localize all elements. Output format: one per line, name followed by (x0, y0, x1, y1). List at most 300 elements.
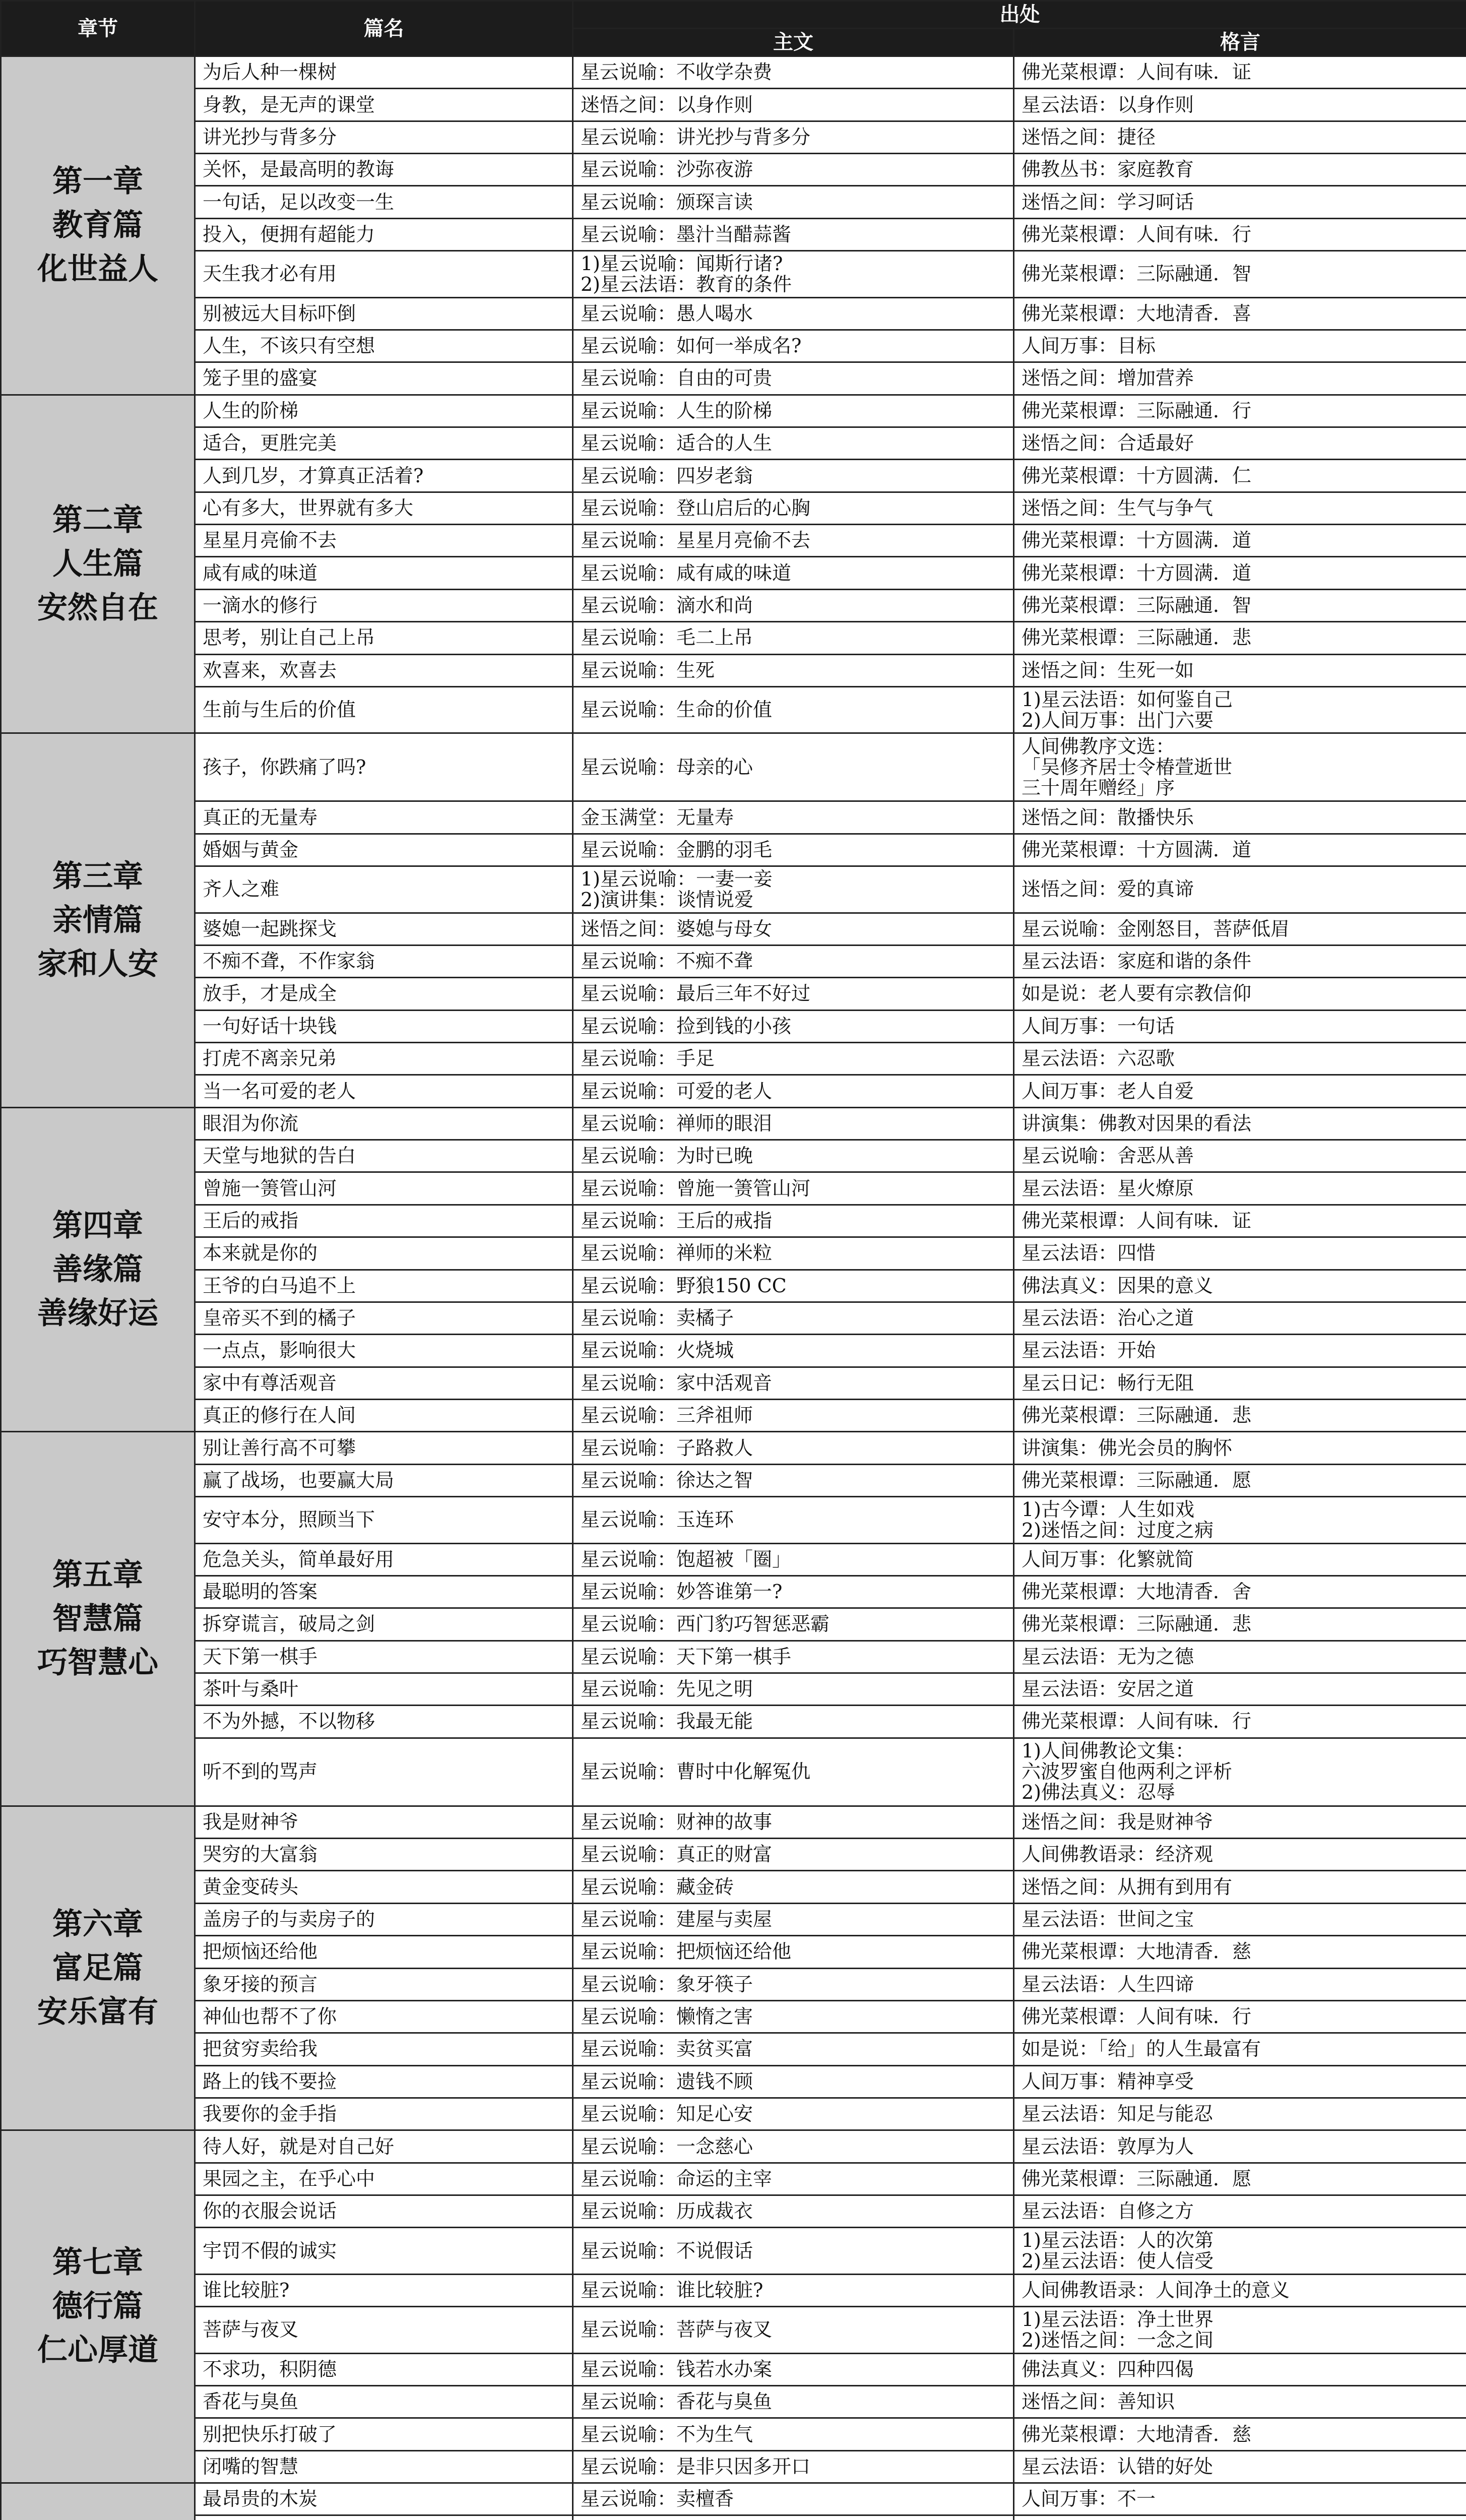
source-motto: 星云日记：畅行无阻 (1014, 1367, 1466, 1399)
source-main: 星云说喻：卖贫买富 (573, 2033, 1014, 2065)
article-title (195, 2515, 573, 2520)
table-row (1, 395, 1466, 427)
chapter-label: 第四章 善缘篇 善缘好运 (1, 1107, 195, 1432)
table-row (1, 2418, 1466, 2450)
source-motto: 迷悟之间：我是财神爷 (1014, 1806, 1466, 1838)
article-title: 盖房子的与卖房子的 (195, 1903, 573, 1935)
article-title: 生前与生后的价值 (195, 686, 573, 733)
table-row (1, 2130, 1466, 2163)
table-row (1, 362, 1466, 395)
source-main: 星云说喻：我最无能 (573, 1706, 1014, 1738)
source-motto: 星云法语：六忍歌 (1014, 1043, 1466, 1075)
table-row (1, 460, 1466, 492)
source-motto: 迷悟之间：爱的真谛 (1014, 866, 1466, 913)
article-title: 别被远大目标吓倒 (195, 297, 573, 330)
source-motto: 佛光菜根谭：三际融通．悲 (1014, 1400, 1466, 1432)
source-motto: 佛光菜根谭：三际融通．行 (1014, 395, 1466, 427)
table-row (1, 654, 1466, 686)
source-motto: 佛光菜根谭：三际融通．愿 (1014, 2163, 1466, 2195)
article-title: 最昂贵的木炭 (195, 2483, 573, 2515)
article-title: 神仙也帮不了你 (195, 2000, 573, 2033)
table-row (1, 121, 1466, 153)
source-main: 星云说喻：禅师的米粒 (573, 1237, 1014, 1270)
source-main: 星云说喻：手足 (573, 1043, 1014, 1075)
source-motto: 星云法语：自修之方 (1014, 2195, 1466, 2228)
chapter-label: 第七章 德行篇 仁心厚道 (1, 2130, 195, 2483)
source-motto: 1)人间佛教论文集： 六波罗蜜自他两利之评析 2)佛法真义：忍辱 (1014, 1738, 1466, 1806)
header-main: 主文 (573, 29, 1014, 56)
source-motto: 星云法语：认错的好处 (1014, 2450, 1466, 2483)
table-row (1, 427, 1466, 460)
table-row (1, 2307, 1466, 2353)
source-motto: 如是说：「给」的人生最富有 (1014, 2033, 1466, 2065)
source-motto: 迷悟之间：捷径 (1014, 121, 1466, 153)
article-title: 茶叶与桑叶 (195, 1673, 573, 1705)
article-title: 天下第一棋手 (195, 1641, 573, 1673)
source-motto: 1)星云法语：如何鉴自己 2)人间万事：出门六要 (1014, 686, 1466, 733)
source-motto: 星云法语：无为之德 (1014, 1641, 1466, 1673)
source-main: 星云说喻：曾施一箦管山河 (573, 1172, 1014, 1205)
source-main: 星云说喻：财神的故事 (573, 1806, 1014, 1838)
table-row (1, 834, 1466, 866)
table-row (1, 1367, 1466, 1399)
source-main: 星云说喻：建屋与卖屋 (573, 1903, 1014, 1935)
article-title: 路上的钱不要捡 (195, 2065, 573, 2098)
article-title: 不求功，积阴德 (195, 2353, 573, 2385)
source-motto: 1)古今谭：人生如戏 2)迷悟之间：过度之病 (1014, 1497, 1466, 1543)
table-row (1, 686, 1466, 733)
article-title: 最聪明的答案 (195, 1576, 573, 1608)
article-title: 别让善行高不可攀 (195, 1432, 573, 1464)
article-title: 我是财神爷 (195, 1806, 573, 1838)
table-row (1, 2098, 1466, 2130)
article-title: 宇罚不假的诚实 (195, 2228, 573, 2274)
header-title: 篇名 (195, 1, 573, 56)
article-title: 笼子里的盛宴 (195, 362, 573, 395)
article-title: 谁比较脏? (195, 2274, 573, 2306)
table-row (1, 557, 1466, 589)
table-header (1, 1, 1466, 56)
article-title: 拆穿谎言，破局之剑 (195, 1608, 573, 1641)
source-motto: 星云说喻：舍恶从善 (1014, 1140, 1466, 1172)
source-main: 星云说喻：母亲的心 (573, 733, 1014, 801)
source-main: 星云说喻：禅师的眼泪 (573, 1107, 1014, 1140)
article-title: 放手，才是成全 (195, 978, 573, 1010)
table-row (1, 1641, 1466, 1673)
source-main: 星云说喻：人生的阶梯 (573, 395, 1014, 427)
table-row (1, 1464, 1466, 1496)
article-title: 思考，别让自己上吊 (195, 622, 573, 654)
table-row (1, 2515, 1466, 2520)
table-row (1, 251, 1466, 297)
article-title: 讲光抄与背多分 (195, 121, 573, 153)
source-motto: 迷悟之间：生死一如 (1014, 654, 1466, 686)
table-body (1, 56, 1466, 2520)
source-motto: 佛光菜根谭：三际融通．智 (1014, 589, 1466, 621)
source-main: 星云说喻：一念慈心 (573, 2130, 1014, 2163)
source-main: 星云说喻：毛二上吊 (573, 622, 1014, 654)
source-motto: 星云法语：星火燎原 (1014, 1172, 1466, 1205)
table-row (1, 1302, 1466, 1334)
article-title: 危急关头，简单最好用 (195, 1543, 573, 1576)
table-row (1, 2228, 1466, 2274)
article-title: 星星月亮偷不去 (195, 525, 573, 557)
source-main: 星云说喻：西门豹巧智惩恶霸 (573, 1608, 1014, 1641)
source-main: 星云说喻：生死 (573, 654, 1014, 686)
source-main: 星云说喻：野狼150 CC (573, 1270, 1014, 1302)
chapter-label: 第六章 富足篇 安乐富有 (1, 1806, 195, 2130)
chapter-label: 第一章 教育篇 化世益人 (1, 56, 195, 395)
source-motto: 佛光菜根谭：人间有味．证 (1014, 1205, 1466, 1237)
source-motto: 迷悟之间：增加营养 (1014, 362, 1466, 395)
source-motto: 人间佛教语录：经济观 (1014, 1839, 1466, 1871)
source-main: 星云说喻：三斧祖师 (573, 1400, 1014, 1432)
article-title: 听不到的骂声 (195, 1738, 573, 1806)
source-motto: 迷悟之间：学习呵话 (1014, 186, 1466, 218)
article-title: 投入，便拥有超能力 (195, 218, 573, 250)
table-row (1, 589, 1466, 621)
article-title: 曾施一箦管山河 (195, 1172, 573, 1205)
table-row (1, 1576, 1466, 1608)
table-row (1, 1075, 1466, 1107)
source-motto: 星云法语：开始 (1014, 1335, 1466, 1367)
source-main: 星云说喻：讲光抄与背多分 (573, 121, 1014, 153)
article-title: 眼泪为你流 (195, 1107, 573, 1140)
table-row (1, 1140, 1466, 1172)
article-title: 真正的修行在人间 (195, 1400, 573, 1432)
header-chapter: 章节 (1, 1, 195, 56)
table-row (1, 297, 1466, 330)
source-main: 星云说喻：历成裁衣 (573, 2195, 1014, 2228)
table-row (1, 1608, 1466, 1641)
source-motto: 讲演集：佛教对因果的看法 (1014, 1107, 1466, 1140)
source-main: 星云说喻：命运的主宰 (573, 2163, 1014, 2195)
source-main: 星云说喻：钱若水办案 (573, 2353, 1014, 2385)
table-row (1, 1335, 1466, 1367)
article-title: 本来就是你的 (195, 1237, 573, 1270)
table-row (1, 154, 1466, 186)
source-motto: 佛光菜根谭：大地清香．慈 (1014, 2418, 1466, 2450)
article-title: 王后的戒指 (195, 1205, 573, 1237)
source-motto: 佛光菜根谭：三际融通．悲 (1014, 622, 1466, 654)
article-title: 不为外撼，不以物移 (195, 1706, 573, 1738)
source-main: 星云说喻：沙弥夜游 (573, 154, 1014, 186)
source-motto: 佛教丛书：家庭教育 (1014, 154, 1466, 186)
table-row (1, 945, 1466, 977)
article-title: 把贫穷卖给我 (195, 2033, 573, 2065)
source-main: 星云说喻：墨汁当醋蒜酱 (573, 218, 1014, 250)
source-main: 星云说喻：卖橘子 (573, 1302, 1014, 1334)
article-title: 香花与臭鱼 (195, 2386, 573, 2418)
source-motto: 人间万事：不一 (1014, 2483, 1466, 2515)
source-motto (1014, 2515, 1466, 2520)
article-title: 一句话，足以改变一生 (195, 186, 573, 218)
source-main: 星云说喻：可爱的老人 (573, 1075, 1014, 1107)
source-main: 星云说喻：香花与臭鱼 (573, 2386, 1014, 2418)
source-motto: 1)星云法语：净土世界 2)迷悟之间：一念之间 (1014, 2307, 1466, 2353)
article-title: 一滴水的修行 (195, 589, 573, 621)
source-main: 星云说喻：真正的财富 (573, 1839, 1014, 1871)
source-main: 迷悟之间：以身作则 (573, 89, 1014, 121)
table-row (1, 2274, 1466, 2306)
source-main: 星云说喻：天下第一棋手 (573, 1641, 1014, 1673)
table-row (1, 1673, 1466, 1705)
table-row (1, 733, 1466, 801)
table-row (1, 56, 1466, 89)
source-motto: 佛光菜根谭：十方圆满．道 (1014, 525, 1466, 557)
table-row (1, 2195, 1466, 2228)
article-title: 一点点，影响很大 (195, 1335, 573, 1367)
source-motto: 1)星云法语：人的次第 2)星云法语：使人信受 (1014, 2228, 1466, 2274)
article-title: 王爷的白马追不上 (195, 1270, 573, 1302)
source-motto: 佛光菜根谭：三际融通．悲 (1014, 1608, 1466, 1641)
article-title: 别把快乐打破了 (195, 2418, 573, 2450)
source-main (573, 2515, 1014, 2520)
table-row (1, 1172, 1466, 1205)
source-motto: 人间佛教语录：人间净土的意义 (1014, 2274, 1466, 2306)
source-main: 星云说喻：不收学杂费 (573, 56, 1014, 89)
source-main: 星云说喻：火烧城 (573, 1335, 1014, 1367)
table-row (1, 330, 1466, 362)
table-row (1, 978, 1466, 1010)
source-motto: 星云说喻：金刚怒目，菩萨低眉 (1014, 913, 1466, 945)
table-row (1, 2353, 1466, 2385)
article-title: 一句好话十块钱 (195, 1010, 573, 1042)
article-title: 身教，是无声的课堂 (195, 89, 573, 121)
article-title: 果园之主，在乎心中 (195, 2163, 573, 2195)
table-row (1, 2033, 1466, 2065)
source-motto: 佛光菜根谭：大地清香．慈 (1014, 1936, 1466, 1968)
source-main: 星云说喻：捡到钱的小孩 (573, 1010, 1014, 1042)
source-main: 星云说喻：先见之明 (573, 1673, 1014, 1705)
article-title: 当一名可爱的老人 (195, 1075, 573, 1107)
source-main: 星云说喻：四岁老翁 (573, 460, 1014, 492)
table-row (1, 1497, 1466, 1543)
table-row (1, 1968, 1466, 2000)
source-main: 星云说喻：不痴不聋 (573, 945, 1014, 977)
source-main: 星云说喻：玉连环 (573, 1497, 1014, 1543)
table-row (1, 866, 1466, 913)
chapter-label: 第五章 智慧篇 巧智慧心 (1, 1432, 195, 1806)
table-row (1, 2000, 1466, 2033)
article-title: 你的衣服会说话 (195, 2195, 573, 2228)
source-main: 星云说喻：徐达之智 (573, 1464, 1014, 1496)
table-row (1, 913, 1466, 945)
source-main: 星云说喻：妙答谁第一? (573, 1576, 1014, 1608)
table-row (1, 1871, 1466, 1903)
source-main: 星云说喻：最后三年不好过 (573, 978, 1014, 1010)
article-title: 皇帝买不到的橘子 (195, 1302, 573, 1334)
source-motto: 迷悟之间：从拥有到用有 (1014, 1871, 1466, 1903)
source-main: 星云说喻：懒惰之害 (573, 2000, 1014, 2033)
source-main: 星云说喻：卖檀香 (573, 2483, 1014, 2515)
table-row (1, 2065, 1466, 2098)
source-main: 星云说喻：谁比较脏? (573, 2274, 1014, 2306)
source-motto: 星云法语：人生四谛 (1014, 1968, 1466, 2000)
article-title: 菩萨与夜叉 (195, 2307, 573, 2353)
table-row (1, 2483, 1466, 2515)
source-motto: 佛光菜根谭：人间有味．行 (1014, 1706, 1466, 1738)
table-row (1, 1936, 1466, 1968)
article-title: 孩子，你跌痛了吗? (195, 733, 573, 801)
article-title: 天堂与地狱的告白 (195, 1140, 573, 1172)
table-row (1, 1738, 1466, 1806)
source-motto: 佛光菜根谭：人间有味．行 (1014, 2000, 1466, 2033)
source-motto: 星云法语：四惜 (1014, 1237, 1466, 1270)
article-title: 不痴不聋，不作家翁 (195, 945, 573, 977)
source-motto: 人间万事：老人自爱 (1014, 1075, 1466, 1107)
source-main: 星云说喻：家中活观音 (573, 1367, 1014, 1399)
source-main: 星云说喻：把烦恼还给他 (573, 1936, 1014, 1968)
source-motto: 佛光菜根谭：十方圆满．道 (1014, 557, 1466, 589)
source-main: 星云说喻：菩萨与夜叉 (573, 2307, 1014, 2353)
source-motto: 如是说：老人要有宗教信仰 (1014, 978, 1466, 1010)
source-main: 星云说喻：金鹏的羽毛 (573, 834, 1014, 866)
source-main: 星云说喻：星星月亮偷不去 (573, 525, 1014, 557)
source-main: 星云说喻：饱超被「圈」 (573, 1543, 1014, 1576)
article-title: 人到几岁，才算真正活着? (195, 460, 573, 492)
header-source: 出处 (573, 1, 1466, 29)
article-title: 把烦恼还给他 (195, 1936, 573, 1968)
table-row (1, 1400, 1466, 1432)
article-title: 婚姻与黄金 (195, 834, 573, 866)
table-row (1, 1806, 1466, 1838)
source-main: 星云说喻：咸有咸的味道 (573, 557, 1014, 589)
source-motto: 佛光菜根谭：三际融通．愿 (1014, 1464, 1466, 1496)
source-motto: 星云法语：家庭和谐的条件 (1014, 945, 1466, 977)
source-main: 星云说喻：颁琛言读 (573, 186, 1014, 218)
table-row (1, 2450, 1466, 2483)
source-main: 星云说喻：遗钱不顾 (573, 2065, 1014, 2098)
table-row (1, 218, 1466, 250)
table-row (1, 1432, 1466, 1464)
article-title: 心有多大，世界就有多大 (195, 492, 573, 524)
source-motto: 星云法语：安居之道 (1014, 1673, 1466, 1705)
header-motto: 格言 (1014, 29, 1466, 56)
source-motto: 星云法语：以身作则 (1014, 89, 1466, 121)
source-motto: 迷悟之间：生气与争气 (1014, 492, 1466, 524)
source-motto: 人间佛教序文选： 「吴修齐居士令椿萱逝世 三十周年赠经」序 (1014, 733, 1466, 801)
source-main: 星云说喻：自由的可贵 (573, 362, 1014, 395)
source-motto: 佛法真义：四种四偈 (1014, 2353, 1466, 2385)
table-row (1, 186, 1466, 218)
source-main: 星云说喻：藏金砖 (573, 1871, 1014, 1903)
source-motto: 人间万事：化繁就简 (1014, 1543, 1466, 1576)
article-title: 待人好，就是对自己好 (195, 2130, 573, 2163)
article-title: 哭穷的大富翁 (195, 1839, 573, 1871)
source-motto: 讲演集：佛光会员的胸怀 (1014, 1432, 1466, 1464)
article-title: 婆媳一起跳探戈 (195, 913, 573, 945)
article-title: 人生的阶梯 (195, 395, 573, 427)
article-title: 人生，不该只有空想 (195, 330, 573, 362)
table-row (1, 1706, 1466, 1738)
source-main: 1)星云说喻：一妻一妾 2)演讲集：谈情说爱 (573, 866, 1014, 913)
table-row (1, 2386, 1466, 2418)
source-main: 星云说喻：王后的戒指 (573, 1205, 1014, 1237)
table-row (1, 89, 1466, 121)
source-motto: 人间万事：目标 (1014, 330, 1466, 362)
source-motto: 佛光菜根谭：人间有味．证 (1014, 56, 1466, 89)
source-motto: 佛光菜根谭：三际融通．智 (1014, 251, 1466, 297)
source-main: 星云说喻：适合的人生 (573, 427, 1014, 460)
article-title: 天生我才必有用 (195, 251, 573, 297)
source-main: 星云说喻：知足心安 (573, 2098, 1014, 2130)
source-motto: 星云法语：知足与能忍 (1014, 2098, 1466, 2130)
source-main: 星云说喻：滴水和尚 (573, 589, 1014, 621)
source-main: 1)星云说喻：闻斯行诸? 2)星云法语：教育的条件 (573, 251, 1014, 297)
source-main: 星云说喻：不说假话 (573, 2228, 1014, 2274)
source-main: 星云说喻：曹时中化解冤仇 (573, 1738, 1014, 1806)
source-main: 金玉满堂：无量寿 (573, 801, 1014, 834)
source-motto: 佛光菜根谭：人间有味．行 (1014, 218, 1466, 250)
article-title: 象牙接的预言 (195, 1968, 573, 2000)
source-motto: 人间万事：一句话 (1014, 1010, 1466, 1042)
table-row (1, 622, 1466, 654)
source-motto: 迷悟之间：散播快乐 (1014, 801, 1466, 834)
article-title: 闭嘴的智慧 (195, 2450, 573, 2483)
table-row (1, 1839, 1466, 1871)
source-main: 星云说喻：如何一举成名? (573, 330, 1014, 362)
table-row (1, 525, 1466, 557)
source-main: 星云说喻：不为生气 (573, 2418, 1014, 2450)
source-main: 星云说喻：生命的价值 (573, 686, 1014, 733)
source-motto: 迷悟之间：合适最好 (1014, 427, 1466, 460)
chapter-label (1, 2483, 195, 2520)
article-title: 家中有尊活观音 (195, 1367, 573, 1399)
chapter-label: 第三章 亲情篇 家和人安 (1, 733, 195, 1107)
article-title: 我要你的金手指 (195, 2098, 573, 2130)
article-title: 适合，更胜完美 (195, 427, 573, 460)
article-title: 打虎不离亲兄弟 (195, 1043, 573, 1075)
source-motto: 佛光菜根谭：大地清香．喜 (1014, 297, 1466, 330)
source-main: 星云说喻：象牙筷子 (573, 1968, 1014, 2000)
table-row (1, 1010, 1466, 1042)
chapter-label: 第二章 人生篇 安然自在 (1, 395, 195, 733)
table-row (1, 1903, 1466, 1935)
article-title: 真正的无量寿 (195, 801, 573, 834)
source-motto: 迷悟之间：善知识 (1014, 2386, 1466, 2418)
article-title: 齐人之难 (195, 866, 573, 913)
table-row (1, 1543, 1466, 1576)
source-motto: 佛光菜根谭：十方圆满．道 (1014, 834, 1466, 866)
table-row (1, 801, 1466, 834)
source-motto: 佛光菜根谭：十方圆满．仁 (1014, 460, 1466, 492)
table-row (1, 1107, 1466, 1140)
article-title: 安守本分，照顾当下 (195, 1497, 573, 1543)
source-motto: 佛法真义：因果的意义 (1014, 1270, 1466, 1302)
article-title: 黄金变砖头 (195, 1871, 573, 1903)
source-motto: 星云法语：世间之宝 (1014, 1903, 1466, 1935)
source-main: 迷悟之间：婆媳与母女 (573, 913, 1014, 945)
table-row (1, 1270, 1466, 1302)
article-title: 为后人种一棵树 (195, 56, 573, 89)
table-row (1, 2163, 1466, 2195)
source-main: 星云说喻：子路救人 (573, 1432, 1014, 1464)
source-motto: 佛光菜根谭：大地清香．舍 (1014, 1576, 1466, 1608)
table-row (1, 1237, 1466, 1270)
source-motto: 星云法语：治心之道 (1014, 1302, 1466, 1334)
article-title: 关怀，是最高明的教诲 (195, 154, 573, 186)
source-main: 星云说喻：愚人喝水 (573, 297, 1014, 330)
source-main: 星云说喻：登山启后的心胸 (573, 492, 1014, 524)
article-title: 欢喜来，欢喜去 (195, 654, 573, 686)
article-title: 咸有咸的味道 (195, 557, 573, 589)
source-main: 星云说喻：为时已晚 (573, 1140, 1014, 1172)
table-row (1, 492, 1466, 524)
source-main: 星云说喻：是非只因多开口 (573, 2450, 1014, 2483)
source-motto: 星云法语：敦厚为人 (1014, 2130, 1466, 2163)
table-row (1, 1205, 1466, 1237)
